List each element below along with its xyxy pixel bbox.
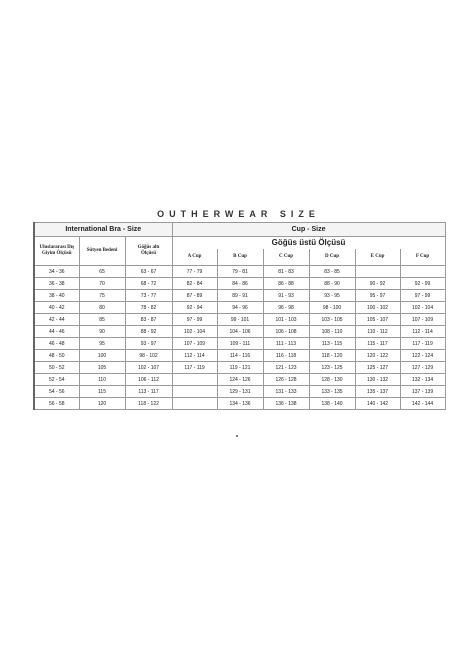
table-row xyxy=(34,374,445,386)
table-cell: 113 - 117 xyxy=(125,386,172,398)
table-cell: 117 - 119 xyxy=(172,362,217,374)
table-cell: 56 - 58 xyxy=(34,398,79,410)
table-row xyxy=(34,338,445,350)
table-row xyxy=(34,398,445,410)
col-header-international-label: Uluslararası Dış Giyim Ölçüsü xyxy=(39,245,75,256)
table-cell: 99 - 101 xyxy=(217,314,263,326)
table-cell: 102 - 107 xyxy=(125,362,172,374)
table-cell: 104 - 106 xyxy=(217,326,263,338)
table-cell: 73 - 77 xyxy=(125,290,172,302)
table-cell: 122 - 124 xyxy=(400,350,445,362)
table-cell: 88 - 90 xyxy=(309,278,355,290)
table-cell: 126 - 128 xyxy=(263,374,309,386)
table-cell: 101 - 103 xyxy=(263,314,309,326)
table-cell: 87 - 89 xyxy=(172,290,217,302)
bust-measure-header: Göğüs üstü Ölçüsü xyxy=(172,237,445,249)
table-cell: 98 - 100 xyxy=(309,302,355,314)
table-cell: 133 - 135 xyxy=(309,386,355,398)
table-cell: 40 - 42 xyxy=(34,302,79,314)
table-cell: 118 - 122 xyxy=(125,398,172,410)
table-cell xyxy=(355,266,400,278)
table-cell: 123 - 125 xyxy=(309,362,355,374)
table-cell: 81 - 83 xyxy=(263,266,309,278)
table-row xyxy=(34,266,445,278)
table-cell: 93 - 97 xyxy=(125,338,172,350)
table-cell: 138 - 140 xyxy=(309,398,355,410)
table-cell: 48 - 50 xyxy=(34,350,79,362)
table-cell: 119 - 121 xyxy=(217,362,263,374)
table-cell: 84 - 86 xyxy=(217,278,263,290)
table-cell: 114 - 116 xyxy=(217,350,263,362)
table-cell: 112 - 114 xyxy=(172,350,217,362)
table-cell: 89 - 91 xyxy=(217,290,263,302)
table-cell: 34 - 36 xyxy=(34,266,79,278)
table-cell: 136 - 138 xyxy=(263,398,309,410)
table-row xyxy=(34,302,445,314)
col-header-bra-size-label: Sütyen Bedeni xyxy=(86,248,118,253)
table-cell: 91 - 93 xyxy=(263,290,309,302)
table-cell: 100 - 102 xyxy=(355,302,400,314)
table-cell: 108 - 110 xyxy=(309,326,355,338)
cup-header-e: E Cup xyxy=(355,249,400,266)
table-cell: 78 - 82 xyxy=(125,302,172,314)
table-cell: 65 xyxy=(79,266,125,278)
table-cell: 80 xyxy=(79,302,125,314)
table-cell: 54 - 56 xyxy=(34,386,79,398)
table-cell: 103 - 105 xyxy=(309,314,355,326)
table-cell: 97 - 99 xyxy=(400,290,445,302)
size-chart xyxy=(33,207,444,410)
table-cell: 44 - 46 xyxy=(34,326,79,338)
table-cell: 107 - 109 xyxy=(400,314,445,326)
col-header-international xyxy=(34,237,79,266)
table-cell: 131 - 133 xyxy=(263,386,309,398)
table-cell: 120 - 122 xyxy=(355,350,400,362)
table-row xyxy=(34,290,445,302)
table-cell: 102 - 104 xyxy=(172,326,217,338)
table-cell: 82 - 84 xyxy=(172,278,217,290)
table-row xyxy=(34,278,445,290)
table-cell: 120 xyxy=(79,398,125,410)
table-cell: 92 - 99 xyxy=(400,278,445,290)
size-table-body xyxy=(34,266,445,410)
table-cell: 77 - 79 xyxy=(172,266,217,278)
table-cell: 95 - 97 xyxy=(355,290,400,302)
cup-header-f: F Cup xyxy=(400,249,445,266)
table-cell: 36 - 38 xyxy=(34,278,79,290)
table-cell: 106 - 112 xyxy=(125,374,172,386)
table-cell: 42 - 44 xyxy=(34,314,79,326)
table-cell: 113 - 115 xyxy=(309,338,355,350)
table-row xyxy=(34,350,445,362)
table-cell: 52 - 54 xyxy=(34,374,79,386)
table-cell: 98 - 102 xyxy=(125,350,172,362)
table-cell: 94 - 96 xyxy=(217,302,263,314)
table-cell xyxy=(172,398,217,410)
table-cell: 86 - 88 xyxy=(263,278,309,290)
table-cell: 128 - 130 xyxy=(309,374,355,386)
col-header-underbust-label: Göğüs altı Ölçüsü xyxy=(137,245,160,256)
cup-header-d: D Cup xyxy=(309,249,355,266)
table-cell: 93 - 95 xyxy=(309,290,355,302)
table-row xyxy=(34,326,445,338)
table-cell: 63 - 67 xyxy=(125,266,172,278)
table-row xyxy=(34,314,445,326)
cup-header-a: A Cup xyxy=(172,249,217,266)
table-cell: 115 xyxy=(79,386,125,398)
bust-header-row xyxy=(34,237,445,249)
table-cell: 83 - 87 xyxy=(125,314,172,326)
cup-header-b: B Cup xyxy=(217,249,263,266)
table-cell: 97 - 99 xyxy=(172,314,217,326)
table-cell: 96 - 98 xyxy=(263,302,309,314)
table-cell: 46 - 48 xyxy=(34,338,79,350)
table-row xyxy=(34,362,445,374)
table-cell: 130 - 132 xyxy=(355,374,400,386)
international-size-header: International Bra - Size xyxy=(34,223,172,237)
table-cell: 107 - 109 xyxy=(172,338,217,350)
table-cell: 129 - 131 xyxy=(217,386,263,398)
table-group-header-row xyxy=(34,223,445,237)
table-cell: 125 - 127 xyxy=(355,362,400,374)
table-cell: 85 xyxy=(79,314,125,326)
table-cell: 110 xyxy=(79,374,125,386)
table-cell: 75 xyxy=(79,290,125,302)
table-cell: 100 xyxy=(79,350,125,362)
table-cell: 127 - 129 xyxy=(400,362,445,374)
table-cell: 135 - 137 xyxy=(355,386,400,398)
table-cell: 118 - 120 xyxy=(309,350,355,362)
table-cell: 142 - 144 xyxy=(400,398,445,410)
table-cell: 38 - 40 xyxy=(34,290,79,302)
table-cell: 134 - 136 xyxy=(217,398,263,410)
table-cell: 124 - 126 xyxy=(217,374,263,386)
table-cell: 137 - 139 xyxy=(400,386,445,398)
col-header-underbust xyxy=(125,237,172,266)
table-cell: 132 - 134 xyxy=(400,374,445,386)
table-cell: 117 - 119 xyxy=(400,338,445,350)
table-cell: 90 xyxy=(79,326,125,338)
cup-header-c: C Cup xyxy=(263,249,309,266)
table-cell: 68 - 72 xyxy=(125,278,172,290)
table-cell: 105 - 107 xyxy=(355,314,400,326)
table-cell xyxy=(400,266,445,278)
table-cell: 116 - 118 xyxy=(263,350,309,362)
table-cell: 92 - 94 xyxy=(172,302,217,314)
table-cell: 88 - 92 xyxy=(125,326,172,338)
table-cell: 106 - 108 xyxy=(263,326,309,338)
table-row xyxy=(34,386,445,398)
chart-title: OUTHERWEAR SIZE xyxy=(157,209,320,219)
table-cell: 79 - 81 xyxy=(217,266,263,278)
table-cell: 111 - 113 xyxy=(263,338,309,350)
table-cell: 105 xyxy=(79,362,125,374)
table-cell: 121 - 123 xyxy=(263,362,309,374)
table-cell: 140 - 142 xyxy=(355,398,400,410)
table-cell: 83 - 85 xyxy=(309,266,355,278)
table-cell: 102 - 104 xyxy=(400,302,445,314)
table-cell: 115 - 117 xyxy=(355,338,400,350)
table-cell xyxy=(172,386,217,398)
cup-size-header: Cup - Size xyxy=(172,223,445,237)
table-cell: 109 - 111 xyxy=(217,338,263,350)
page-dot xyxy=(236,435,238,437)
table-cell: 95 xyxy=(79,338,125,350)
size-table xyxy=(33,222,446,410)
table-cell xyxy=(172,374,217,386)
table-cell: 110 - 112 xyxy=(355,326,400,338)
table-cell: 70 xyxy=(79,278,125,290)
table-cell: 90 - 92 xyxy=(355,278,400,290)
table-cell: 50 - 52 xyxy=(34,362,79,374)
table-cell: 112 - 114 xyxy=(400,326,445,338)
col-header-bra-size xyxy=(79,237,125,266)
